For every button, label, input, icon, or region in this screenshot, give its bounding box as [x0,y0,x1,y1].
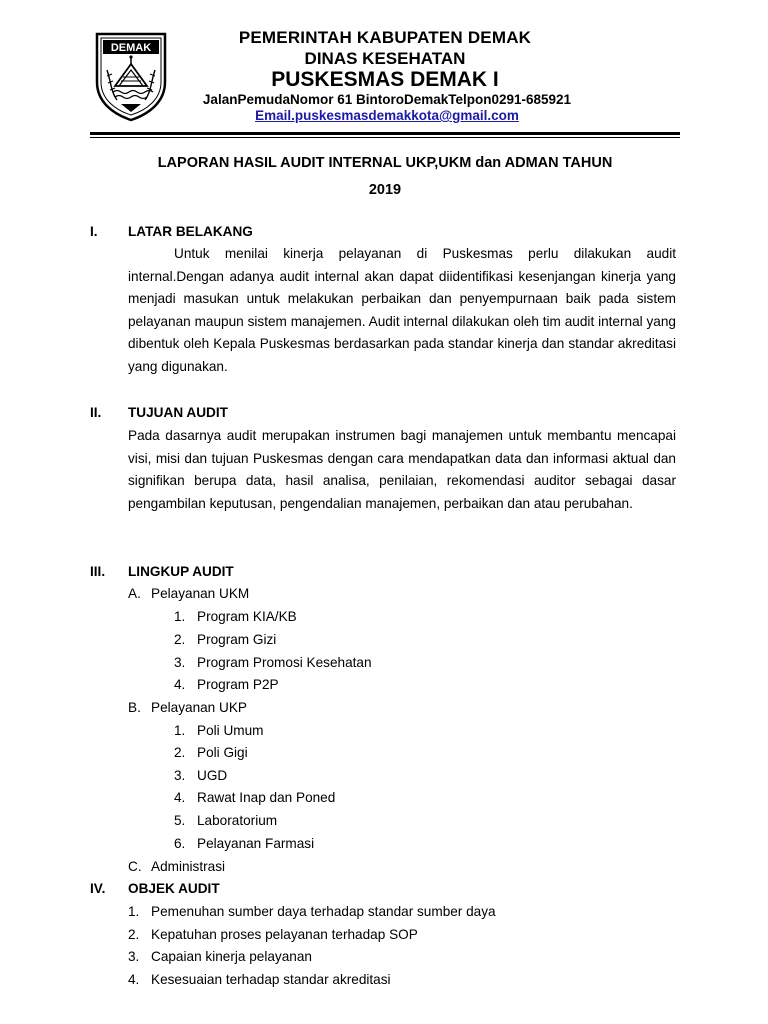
section-2-paragraph: Pada dasarnya audit merupakan instrumen bagi manajemen untuk membantu mencapai visi, misi dan tujuan Puskesmas dengan cara mendapatkan data dan informasi aktual dan signifikan berupa data, hasil analisa, penilaian, rekomendasi auditor sebagai dasar pengambilan keputusan, pengendalian manajemen, perbaikan dan atau perubahan. [128,428,676,511]
group-c-label: Administrasi [151,859,226,874]
group-c-letter: C. [128,859,142,874]
section-1-paragraph: Untuk menilai kinerja pelayanan di Puskesmas perlu dilakukan audit internal.Dengan adanya audit internal akan dapat diidentifikasi kesenjangan kinerja yang menjadi masukan untuk melakukan perbaikan dan penyempurnaan baik pada sistem pelayanan maupun sistem manajemen. Audit internal dilakukan oleh tim audit internal yang dibentuk oleh Kepala Puskesmas berdasarkan pada standar kinerja dan standar akreditasi yang digunakan. [128,246,676,374]
list-item: 2. Kepatuhan proses pelayanan terhadap SOP [128,927,418,942]
group-a-label: Pelayanan UKM [151,586,250,601]
list-item: 4. Kesesuaian terhadap standar akreditasi [128,972,391,987]
section-2-heading: TUJUAN AUDIT [128,405,228,420]
group-a [128,586,249,601]
list-item: 4. Rawat Inap dan Poned [174,790,336,805]
list-item: 3. UGD [174,768,228,783]
title-line-1: LAPORAN HASIL AUDIT INTERNAL UKP,UKM dan ADMAN TAHUN [157,155,613,171]
list-item: 1. Poli Umum [174,723,264,738]
section-4-heading: OBJEK AUDIT [128,881,220,896]
group-b-label: Pelayanan UKP [151,700,247,715]
list-item: 3. Program Promosi Kesehatan [174,655,372,670]
document-title [90,150,680,204]
list-item: 5. Laboratorium [174,813,278,828]
government-name: PEMERINTAH KABUPATEN DEMAK [238,28,532,47]
section-1-number: I. [90,224,98,239]
group-a-letter: A. [128,586,141,601]
list-item: 1. Pemenuhan sumber daya terhadap standar sumber daya [128,904,496,919]
group-c [128,859,225,874]
group-b-letter: B. [128,700,141,715]
list-item: 2. Program Gizi [174,632,277,647]
group-b [128,700,247,715]
institution-name: PUSKESMAS DEMAK I [271,68,499,91]
section-3-number: III. [90,564,106,579]
list-item: 2. Poli Gigi [174,745,248,760]
emblem-logo-text: DEMAK [110,42,152,54]
department-name: DINAS KESEHATAN [304,49,466,68]
letterhead-divider-thick [90,132,680,135]
list-item: 1. Program KIA/KB [174,609,297,624]
section-1-heading: LATAR BELAKANG [128,224,253,239]
list-item: 6. Pelayanan Farmasi [174,836,315,851]
email-link[interactable]: Email.puskesmasdemakkota@gmail.com [255,108,519,123]
address-line: JalanPemudaNomor 61 BintoroDemakTelpon0291-685921 [202,92,572,107]
section-4-number: IV. [90,881,106,896]
demak-emblem-icon [93,30,169,122]
section-3-heading: LINGKUP AUDIT [128,564,234,579]
title-line-2: 2019 [368,182,402,198]
list-item: 3. Capaian kinerja pelayanan [128,949,312,964]
letterhead-divider-thin [90,137,680,138]
list-item: 4. Program P2P [174,677,279,692]
section-2-number: II. [90,405,102,420]
